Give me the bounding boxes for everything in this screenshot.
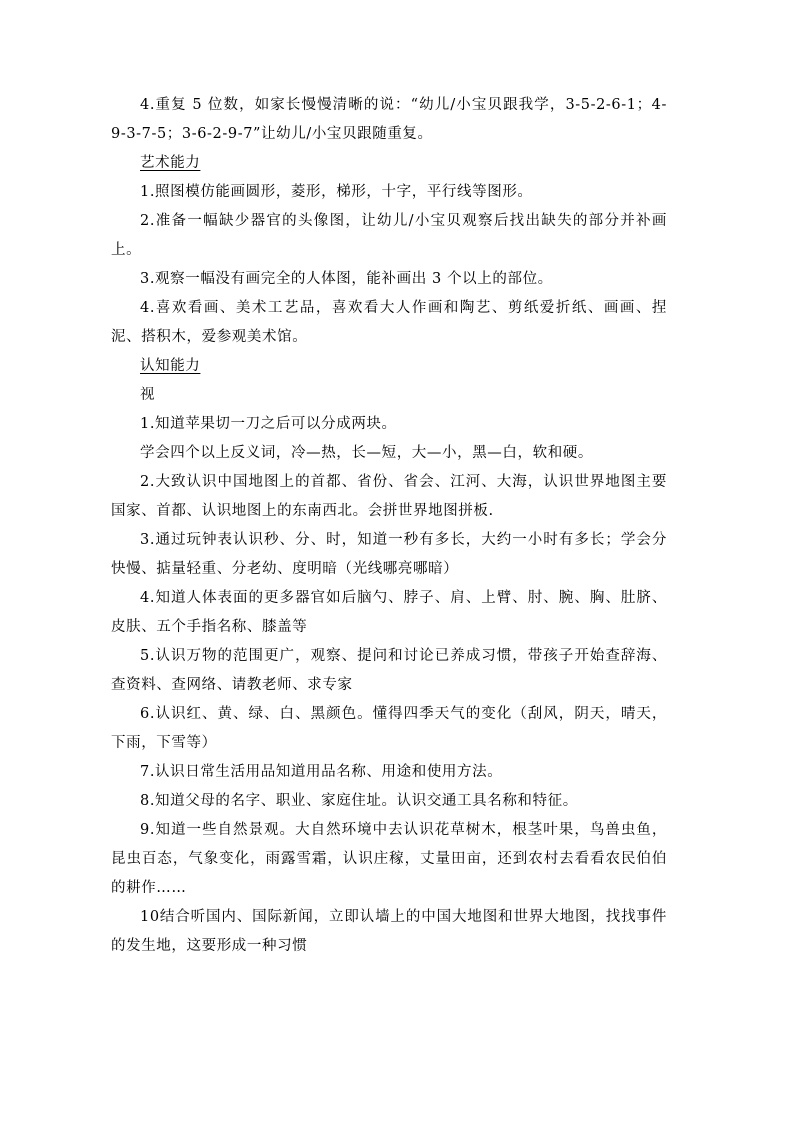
paragraph-cognition-3: 3.通过玩钟表认识秒、分、时，知道一秒有多长，大约一小时有多长；学会分快慢、掂量轻重、分老幼、度明暗（光线哪亮哪暗） — [111, 532, 667, 577]
paragraph-cognition-7: 7.认识日常生活用品知道用品名称、用途和使用方法。 — [140, 764, 503, 780]
paragraph-art-3: 3.观察一幅没有画完全的人体图，能补画出 3 个以上的部位。 — [140, 271, 553, 287]
paragraph-cognition-4: 4.知道人体表面的更多器官如后脑勺、脖子、肩、上臂、肘、腕、胸、肚脐、皮肤、五个手指名称、膝盖等 — [111, 590, 667, 635]
paragraph-art-1: 1.照图模仿能画圆形，菱形，梯形，十字，平行线等图形。 — [140, 184, 533, 200]
paragraph-cognition-6: 6.认识红、黄、绿、白、黑颜色。懂得四季天气的变化（刮风，阴天，晴天，下雨，下雪等） — [111, 706, 667, 751]
paragraph-cognition-8: 8.知道父母的名字、职业、家庭住址。认识交通工具名称和特征。 — [140, 793, 578, 809]
subheading-vision: 视 — [140, 387, 156, 403]
paragraph-art-4: 4.喜欢看画、美术工艺品，喜欢看大人作画和陶艺、剪纸爱折纸、画画、捏泥、搭积木，爱参观美术馆。 — [111, 300, 667, 345]
paragraph-cognition-10: 10结合听国内、国际新闻，立即认墙上的中国大地图和世界大地图，找找事件的发生地，这要形成一种习惯 — [111, 909, 667, 954]
section-heading-art: 艺术能力 — [140, 155, 201, 171]
paragraph-cognition-1: 1.知道苹果切一刀之后可以分成两块。 — [140, 416, 397, 432]
paragraph-cognition-9: 9.知道一些自然景观。大自然环境中去认识花草树木，根茎叶果，鸟兽虫鱼，昆虫百态，气象变化，雨露雪霜，认识庄稼，丈量田亩，还到农村去看看农民伯伯的耕作…… — [111, 822, 667, 896]
paragraph-art-2: 2.准备一幅缺少器官的头像图，让幼儿/小宝贝观察后找出缺失的部分并补画上。 — [111, 213, 667, 258]
paragraph-antonyms: 学会四个以上反义词，冷—热，长—短，大—小，黑—白，软和硬。 — [140, 445, 593, 461]
paragraph-cognition-2: 2.大致认识中国地图上的首都、省份、省会、江河、大海，认识世界地图主要国家、首都、认识地图上的东南西北。会拼世界地图拼板. — [111, 474, 667, 519]
paragraph-digit-repeat: 4.重复 5 位数，如家长慢慢清晰的说：“幼儿/小宝贝跟我学，3-5-2-6-1；4-9-3-7-5；3-6-2-9-7”让幼儿/小宝贝跟随重复。 — [111, 97, 667, 142]
document-body — [111, 91, 667, 961]
paragraph-cognition-5: 5.认识万物的范围更广，观察、提问和讨论已养成习惯，带孩子开始查辞海、查资料、查网络、请教老师、求专家 — [111, 648, 667, 693]
section-heading-cognition: 认知能力 — [140, 358, 201, 374]
